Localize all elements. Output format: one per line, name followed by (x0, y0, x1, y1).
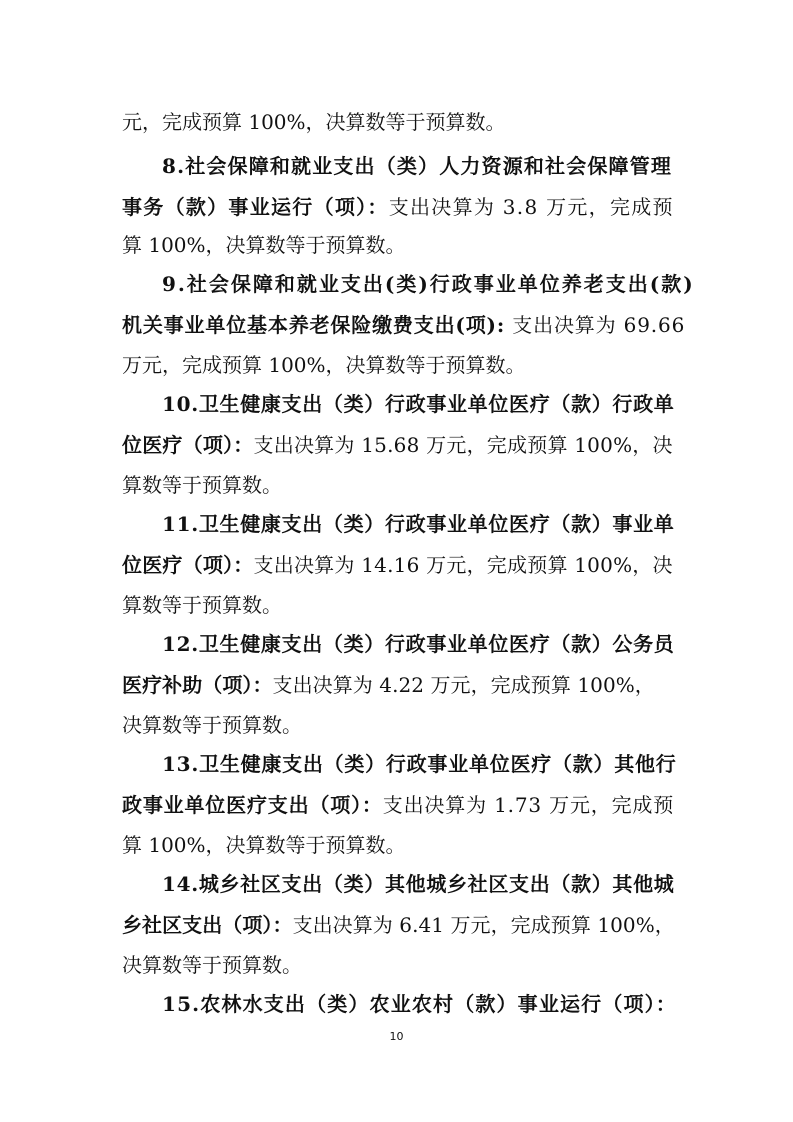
text-line (122, 193, 674, 221)
text-line (122, 671, 655, 699)
body-text-span: 算 100%，决算数等于预算数。 (122, 833, 406, 857)
bold-heading-text: 医疗补助（项）： (122, 673, 273, 697)
text-line (162, 630, 674, 658)
text-line (122, 551, 673, 579)
bold-heading-text: 事务（款）事业运行（项）： (122, 195, 389, 219)
bold-heading-text: 9.社会保障和就业支出(类)行政事业单位养老支出(款) (162, 272, 695, 296)
body-text-span: 支出决算为 4.22 万元，完成预算 100%， (272, 673, 655, 697)
text-line (162, 870, 674, 898)
bold-heading-text: 12.卫生健康支出（类）行政事业单位医疗（款）公务员 (162, 632, 675, 656)
text-line (162, 270, 695, 298)
text-line (122, 591, 282, 619)
bold-heading-text: 位医疗（项）： (122, 553, 254, 577)
body-text-span: 算数等于预算数。 (122, 593, 282, 617)
body-text-span: 决算数等于预算数。 (122, 953, 302, 977)
bold-heading-text: 13.卫生健康支出（类）行政事业单位医疗（款）其他行 (162, 752, 677, 776)
text-line (162, 510, 674, 538)
text-line (122, 791, 674, 819)
body-text-span: 万元，完成预算 100%，决算数等于预算数。 (122, 353, 526, 377)
text-line (162, 390, 674, 418)
text-line (162, 750, 677, 778)
text-line (122, 431, 673, 459)
bold-heading-text: 8.社会保障和就业支出（类）人力资源和社会保障管理 (162, 154, 673, 178)
body-text-span: 元，完成预算 100%，决算数等于预算数。 (122, 110, 506, 134)
bold-heading-text: 10.卫生健康支出（类）行政事业单位医疗（款）行政单 (162, 392, 675, 416)
body-text-span: 支出决算为 15.68 万元，完成预算 100%，决 (253, 433, 673, 457)
body-text-span: 支出决算为 6.41 万元，完成预算 100%， (292, 913, 675, 937)
body-text-span: 算 100%，决算数等于预算数。 (122, 233, 406, 257)
text-line (122, 231, 406, 259)
text-line (162, 990, 677, 1018)
text-line (122, 831, 406, 859)
text-line (122, 951, 302, 979)
bold-heading-text: 15.农林水支出（类）农业农村（款）事业运行（项）： (162, 992, 677, 1016)
body-text-span: 算数等于预算数。 (122, 473, 282, 497)
text-line (122, 471, 282, 499)
text-line (122, 351, 526, 379)
body-text-span: 决算数等于预算数。 (122, 713, 302, 737)
body-text-span: 支出决算为 69.66 (505, 313, 686, 337)
page-number: 10 (389, 1030, 404, 1043)
text-line (122, 711, 302, 739)
body-text-span: 支出决算为 3.8 万元，完成预 (388, 195, 674, 219)
bold-heading-text: 政事业单位医疗支出（项）： (122, 793, 383, 817)
text-line (122, 311, 685, 339)
text-line (162, 152, 672, 180)
bold-heading-text: 11.卫生健康支出（类）行政事业单位医疗（款）事业单 (162, 512, 675, 536)
body-text-span: 支出决算为 14.16 万元，完成预算 100%，决 (253, 553, 673, 577)
bold-heading-text: 乡社区支出（项）： (122, 913, 293, 937)
text-line (122, 911, 675, 939)
bold-heading-text: 机关事业单位基本养老保险缴费支出(项): (122, 313, 506, 337)
bold-heading-text: 14.城乡社区支出（类）其他城乡社区支出（款）其他城 (162, 872, 675, 896)
text-line (122, 108, 506, 136)
body-text-span: 支出决算为 1.73 万元，完成预 (382, 793, 675, 817)
bold-heading-text: 位医疗（项）： (122, 433, 254, 457)
